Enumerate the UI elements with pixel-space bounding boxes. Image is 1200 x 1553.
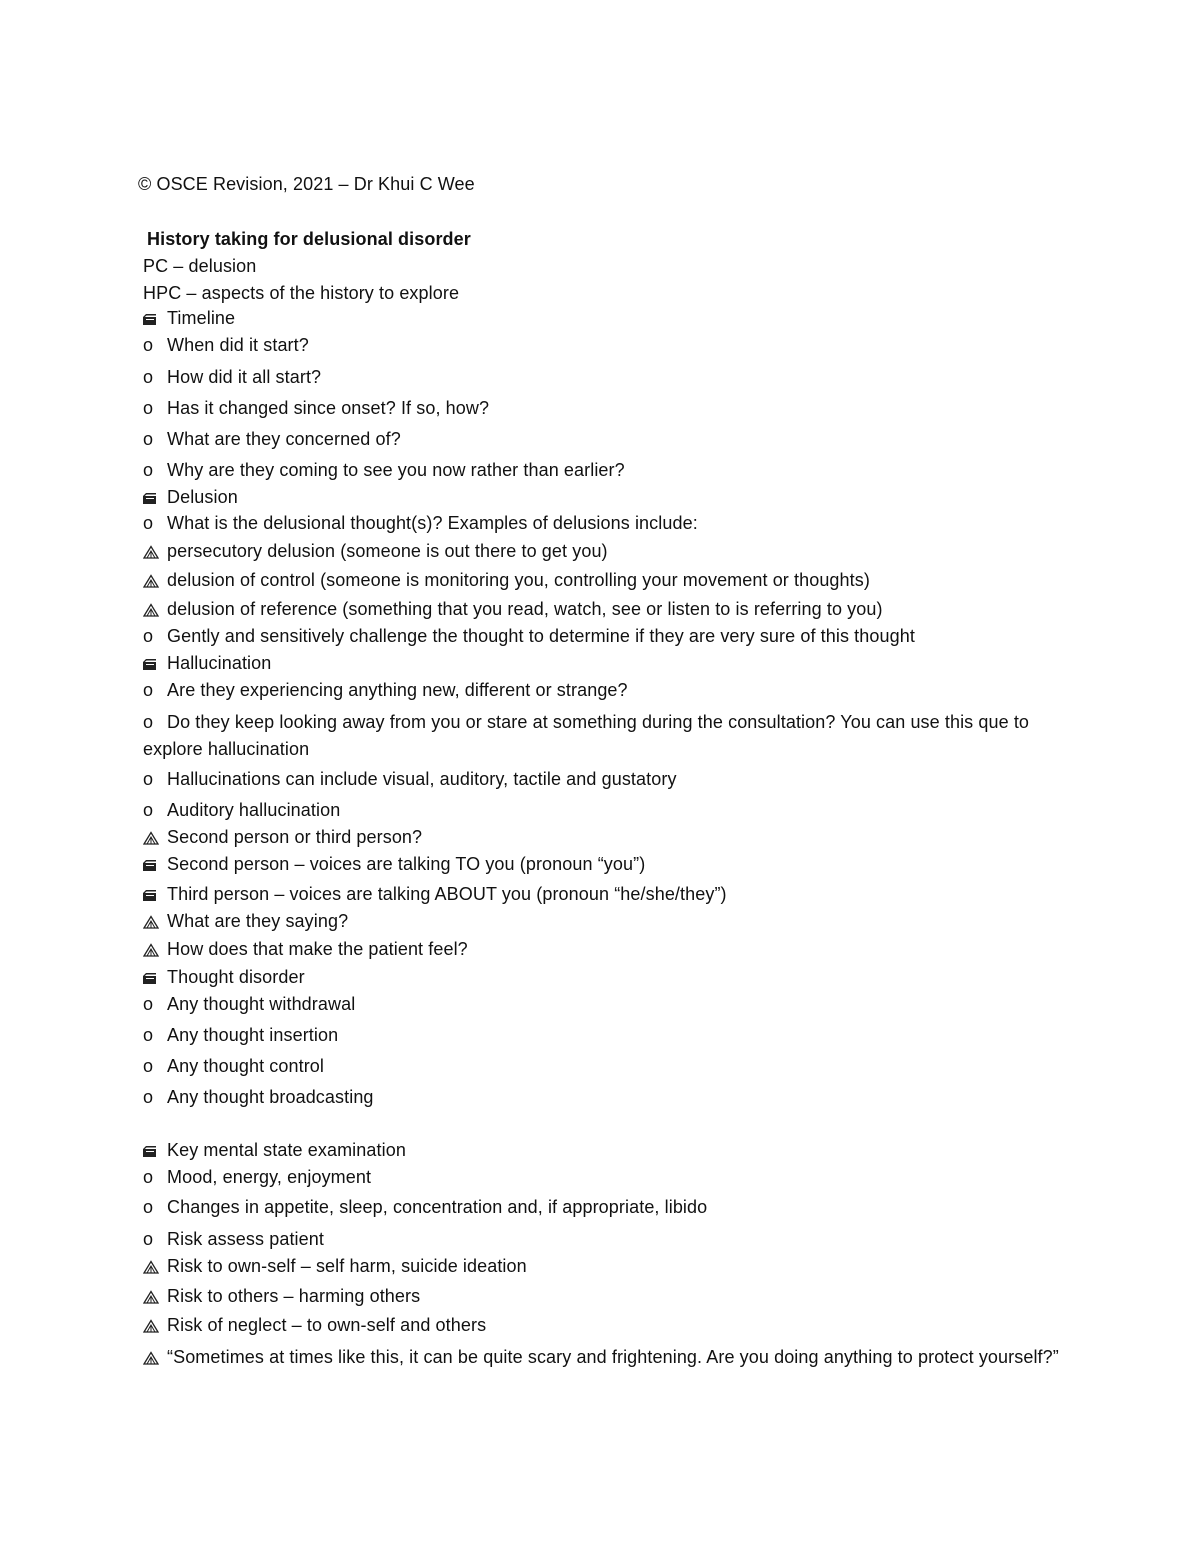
list-item-text: When did it start? bbox=[167, 335, 309, 355]
list-item bbox=[143, 625, 915, 647]
flag-icon bbox=[143, 860, 156, 871]
hpc-line: HPC – aspects of the history to explore bbox=[143, 283, 460, 303]
list-item-text: Second person or third person? bbox=[167, 827, 423, 847]
list-item-text: “Sometimes at times like this, it can be quite scary and frightening. Are you doing anything to protect yourself?” bbox=[167, 1347, 1059, 1367]
triangle-bullet bbox=[143, 828, 159, 850]
flag-bullet bbox=[143, 309, 159, 331]
list-item-text: Risk to others – harming others bbox=[167, 1286, 421, 1306]
triangle-bullet bbox=[143, 542, 159, 564]
list-item bbox=[143, 966, 305, 990]
flag-bullet bbox=[143, 1141, 159, 1163]
list-item-text: Any thought insertion bbox=[167, 1025, 339, 1045]
triangle-bullet bbox=[143, 1257, 159, 1279]
triangle-bullet bbox=[143, 571, 159, 593]
list-item bbox=[143, 993, 355, 1015]
triangle-bullet-icon bbox=[143, 1351, 159, 1365]
list-item bbox=[143, 709, 1063, 763]
list-item bbox=[143, 826, 422, 850]
list-item bbox=[143, 569, 870, 593]
list-item bbox=[143, 428, 401, 450]
list-item bbox=[143, 1139, 406, 1163]
list-item-text: Are they experiencing anything new, different or strange? bbox=[167, 680, 628, 700]
bullet-o: o bbox=[143, 335, 154, 355]
triangle-bullet bbox=[143, 940, 159, 962]
list-item-text: Second person – voices are talking TO you (pronoun “you”) bbox=[167, 854, 646, 874]
list-item-text: Delusion bbox=[167, 487, 238, 507]
document-title: History taking for delusional disorder bbox=[147, 229, 471, 249]
list-item-text: What is the delusional thought(s)? Examples of delusions include: bbox=[167, 513, 698, 533]
triangle-bullet bbox=[143, 912, 159, 934]
bullet-o: o bbox=[143, 1229, 154, 1249]
triangle-bullet bbox=[143, 1345, 159, 1372]
list-item-text: Gently and sensitively challenge the thought to determine if they are very sure of this thought bbox=[167, 626, 915, 646]
triangle-bullet-icon bbox=[143, 831, 159, 845]
triangle-bullet-icon bbox=[143, 1290, 159, 1304]
triangle-bullet-icon bbox=[143, 915, 159, 929]
flag-icon bbox=[143, 1146, 156, 1157]
bullet-o: o bbox=[143, 712, 154, 732]
list-item-text: Key mental state examination bbox=[167, 1140, 406, 1160]
list-item-text: Any thought control bbox=[167, 1056, 325, 1076]
bullet-o: o bbox=[143, 513, 154, 533]
flag-bullet bbox=[143, 855, 159, 877]
flag-bullet bbox=[143, 488, 159, 510]
list-item-text: What are they concerned of? bbox=[167, 429, 401, 449]
list-item-text: Hallucination bbox=[167, 653, 272, 673]
list-item bbox=[143, 768, 677, 790]
list-item-text: Third person – voices are talking ABOUT you (pronoun “he/she/they”) bbox=[167, 884, 727, 904]
copyright-line: © OSCE Revision, 2021 – Dr Khui C Wee bbox=[138, 174, 475, 194]
list-item bbox=[143, 1255, 527, 1279]
list-item bbox=[143, 1228, 324, 1250]
list-item bbox=[143, 598, 883, 622]
list-item bbox=[143, 540, 608, 564]
list-item bbox=[143, 307, 235, 331]
flag-icon bbox=[143, 314, 156, 325]
triangle-bullet bbox=[143, 1316, 159, 1338]
list-item-text: Do they keep looking away from you or stare at something during the consultation? You can use this que to explore hallucination bbox=[143, 712, 1030, 759]
list-item-text: How does that make the patient feel? bbox=[167, 939, 468, 959]
flag-bullet bbox=[143, 968, 159, 990]
bullet-o: o bbox=[143, 398, 154, 418]
triangle-bullet-icon bbox=[143, 574, 159, 588]
triangle-bullet bbox=[143, 600, 159, 622]
bullet-o: o bbox=[143, 1197, 154, 1217]
list-item-text: delusion of control (someone is monitoring you, controlling your movement or thoughts) bbox=[167, 570, 870, 590]
list-item-text: Changes in appetite, sleep, concentration and, if appropriate, libido bbox=[167, 1197, 708, 1217]
flag-icon bbox=[143, 973, 156, 984]
flag-bullet bbox=[143, 885, 159, 907]
list-item bbox=[143, 1344, 1063, 1372]
list-item bbox=[143, 397, 489, 419]
bullet-o: o bbox=[143, 626, 154, 646]
bullet-o: o bbox=[143, 1087, 154, 1107]
list-item bbox=[143, 938, 468, 962]
list-item bbox=[143, 334, 309, 356]
list-item-text: Why are they coming to see you now rather than earlier? bbox=[167, 460, 625, 480]
list-item-text: Risk of neglect – to own-self and others bbox=[167, 1315, 487, 1335]
list-item-text: What are they saying? bbox=[167, 911, 349, 931]
list-item bbox=[143, 1285, 420, 1309]
bullet-o: o bbox=[143, 1056, 154, 1076]
list-item bbox=[143, 1314, 486, 1338]
list-item-text: Risk assess patient bbox=[167, 1229, 324, 1249]
bullet-o: o bbox=[143, 460, 154, 480]
flag-icon bbox=[143, 493, 156, 504]
list-item bbox=[143, 679, 628, 701]
bullet-o: o bbox=[143, 1167, 154, 1187]
bullet-o: o bbox=[143, 429, 154, 449]
bullet-o: o bbox=[143, 1025, 154, 1045]
list-item bbox=[143, 883, 727, 907]
triangle-bullet-icon bbox=[143, 603, 159, 617]
list-item bbox=[143, 1086, 374, 1108]
list-item-text: Thought disorder bbox=[167, 967, 305, 987]
list-item bbox=[143, 910, 348, 934]
bullet-o: o bbox=[143, 680, 154, 700]
list-item bbox=[143, 1196, 707, 1218]
bullet-o: o bbox=[143, 367, 154, 387]
list-item bbox=[143, 366, 321, 388]
triangle-bullet-icon bbox=[143, 545, 159, 559]
list-item bbox=[143, 853, 645, 877]
flag-bullet bbox=[143, 654, 159, 676]
list-item-text: Hallucinations can include visual, auditory, tactile and gustatory bbox=[167, 769, 677, 789]
list-item-text: How did it all start? bbox=[167, 367, 322, 387]
triangle-bullet bbox=[143, 1287, 159, 1309]
triangle-bullet-icon bbox=[143, 1260, 159, 1274]
list-item-text: Risk to own-self – self harm, suicide ideation bbox=[167, 1256, 527, 1276]
list-item bbox=[143, 1166, 371, 1188]
list-item bbox=[143, 799, 340, 821]
list-item bbox=[143, 512, 698, 534]
list-item-text: Any thought withdrawal bbox=[167, 994, 356, 1014]
flag-icon bbox=[143, 890, 156, 901]
list-item-text: Timeline bbox=[167, 308, 236, 328]
bullet-o: o bbox=[143, 769, 154, 789]
list-item-text: delusion of reference (something that you read, watch, see or listen to is referring to you) bbox=[167, 599, 883, 619]
list-item-text: Any thought broadcasting bbox=[167, 1087, 374, 1107]
list-item bbox=[143, 1024, 338, 1046]
triangle-bullet-icon bbox=[143, 943, 159, 957]
flag-icon bbox=[143, 659, 156, 670]
list-item bbox=[143, 1055, 324, 1077]
list-item-text: Auditory hallucination bbox=[167, 800, 341, 820]
list-item bbox=[143, 486, 238, 510]
list-item bbox=[143, 652, 271, 676]
list-item-text: persecutory delusion (someone is out there to get you) bbox=[167, 541, 608, 561]
bullet-o: o bbox=[143, 800, 154, 820]
pc-line: PC – delusion bbox=[143, 256, 257, 276]
triangle-bullet-icon bbox=[143, 1319, 159, 1333]
list-item bbox=[143, 459, 625, 481]
list-item-text: Has it changed since onset? If so, how? bbox=[167, 398, 490, 418]
bullet-o: o bbox=[143, 994, 154, 1014]
list-item-text: Mood, energy, enjoyment bbox=[167, 1167, 372, 1187]
